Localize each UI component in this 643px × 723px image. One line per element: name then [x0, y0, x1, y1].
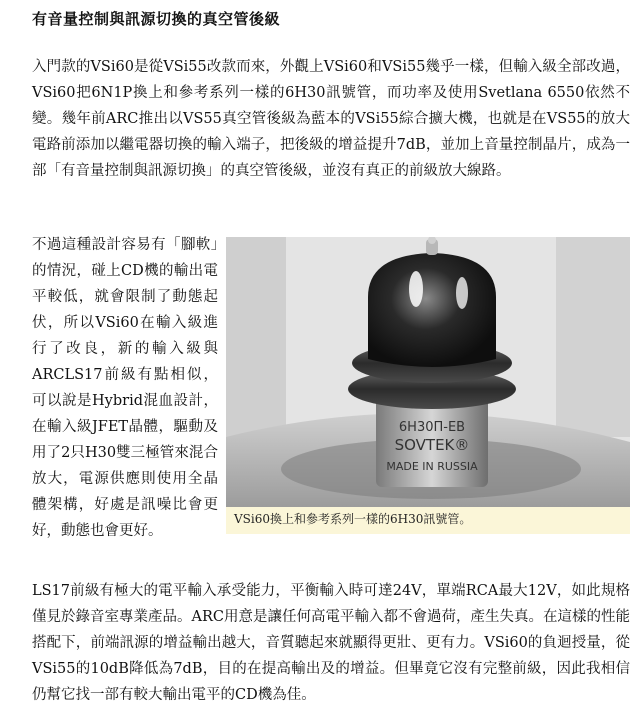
- tube-marking-3: MADE IN RUSSIA: [386, 460, 478, 473]
- vacuum-tube-photo: [226, 237, 630, 507]
- tube-marking-1: 6H30П-EB: [398, 420, 466, 435]
- article-heading: 有音量控制與訊源切換的真空管後級: [32, 10, 281, 28]
- article-paragraph-1: 入門款的VSi60是從VSi55改款而來，外觀上VSi60和VSi55幾乎一樣，但輸入級全部改過，VSi60把6N1P換上和參考系列一樣的6H30訊號管，而功率及使用Svetlana 6550依然不變。幾年前ARC推出以VS55真空管後級為藍本的VSi55綜合擴大機，也就是在VS55的放大電路前添加以繼電器切換的輸入端子，把後級的增益提升7dB，並加上音量控制晶片，成為一部「有音量控制與訊源切換」的真空管後級，並沒有真正的前級放大線路。: [32, 59, 630, 179]
- article-paragraph-3: LS17前級有極大的電平輸入承受能力，平衡輸入時可達24V，單端RCA最大12V，如此規格僅見於錄音室專業產品。ARC用意是讓任何高電平輸入都不會過荷，產生失真。在這樣的性能搭配下，前端訊源的增益輸出越大，音質聽起來就顯得更壯、更有力。VSi60的負迴授量，從VSi55的10dB降低為7dB，目的在提高輸出及的增益。但畢竟它沒有完整前級，因此我相信仍幫它找一部有較大輸出電平的CD機為佳。: [32, 583, 630, 703]
- tube-marking-2: SOVTEK®: [394, 436, 470, 454]
- tube-figure: [226, 237, 630, 534]
- figure-caption: VSi60換上和參考系列一樣的6H30訊號管。: [234, 512, 472, 526]
- article-paragraph-2: 不過這種設計容易有「腳軟」的情況，碰上CD機的輸出電平較低，就會限制了動態起伏，所以VSi60在輸入級進行了改良，新的輸入級與ARCLS17前級有點相似，可以說是Hybrid混血設計，在輸入級JFET晶體，驅動及用了2只H30雙三極管來混合放大，電源供應則使用全晶體架構，好處是訊噪比會更好，動態也會更好。: [32, 237, 218, 539]
- vacuum-tube-illustration: [226, 237, 630, 507]
